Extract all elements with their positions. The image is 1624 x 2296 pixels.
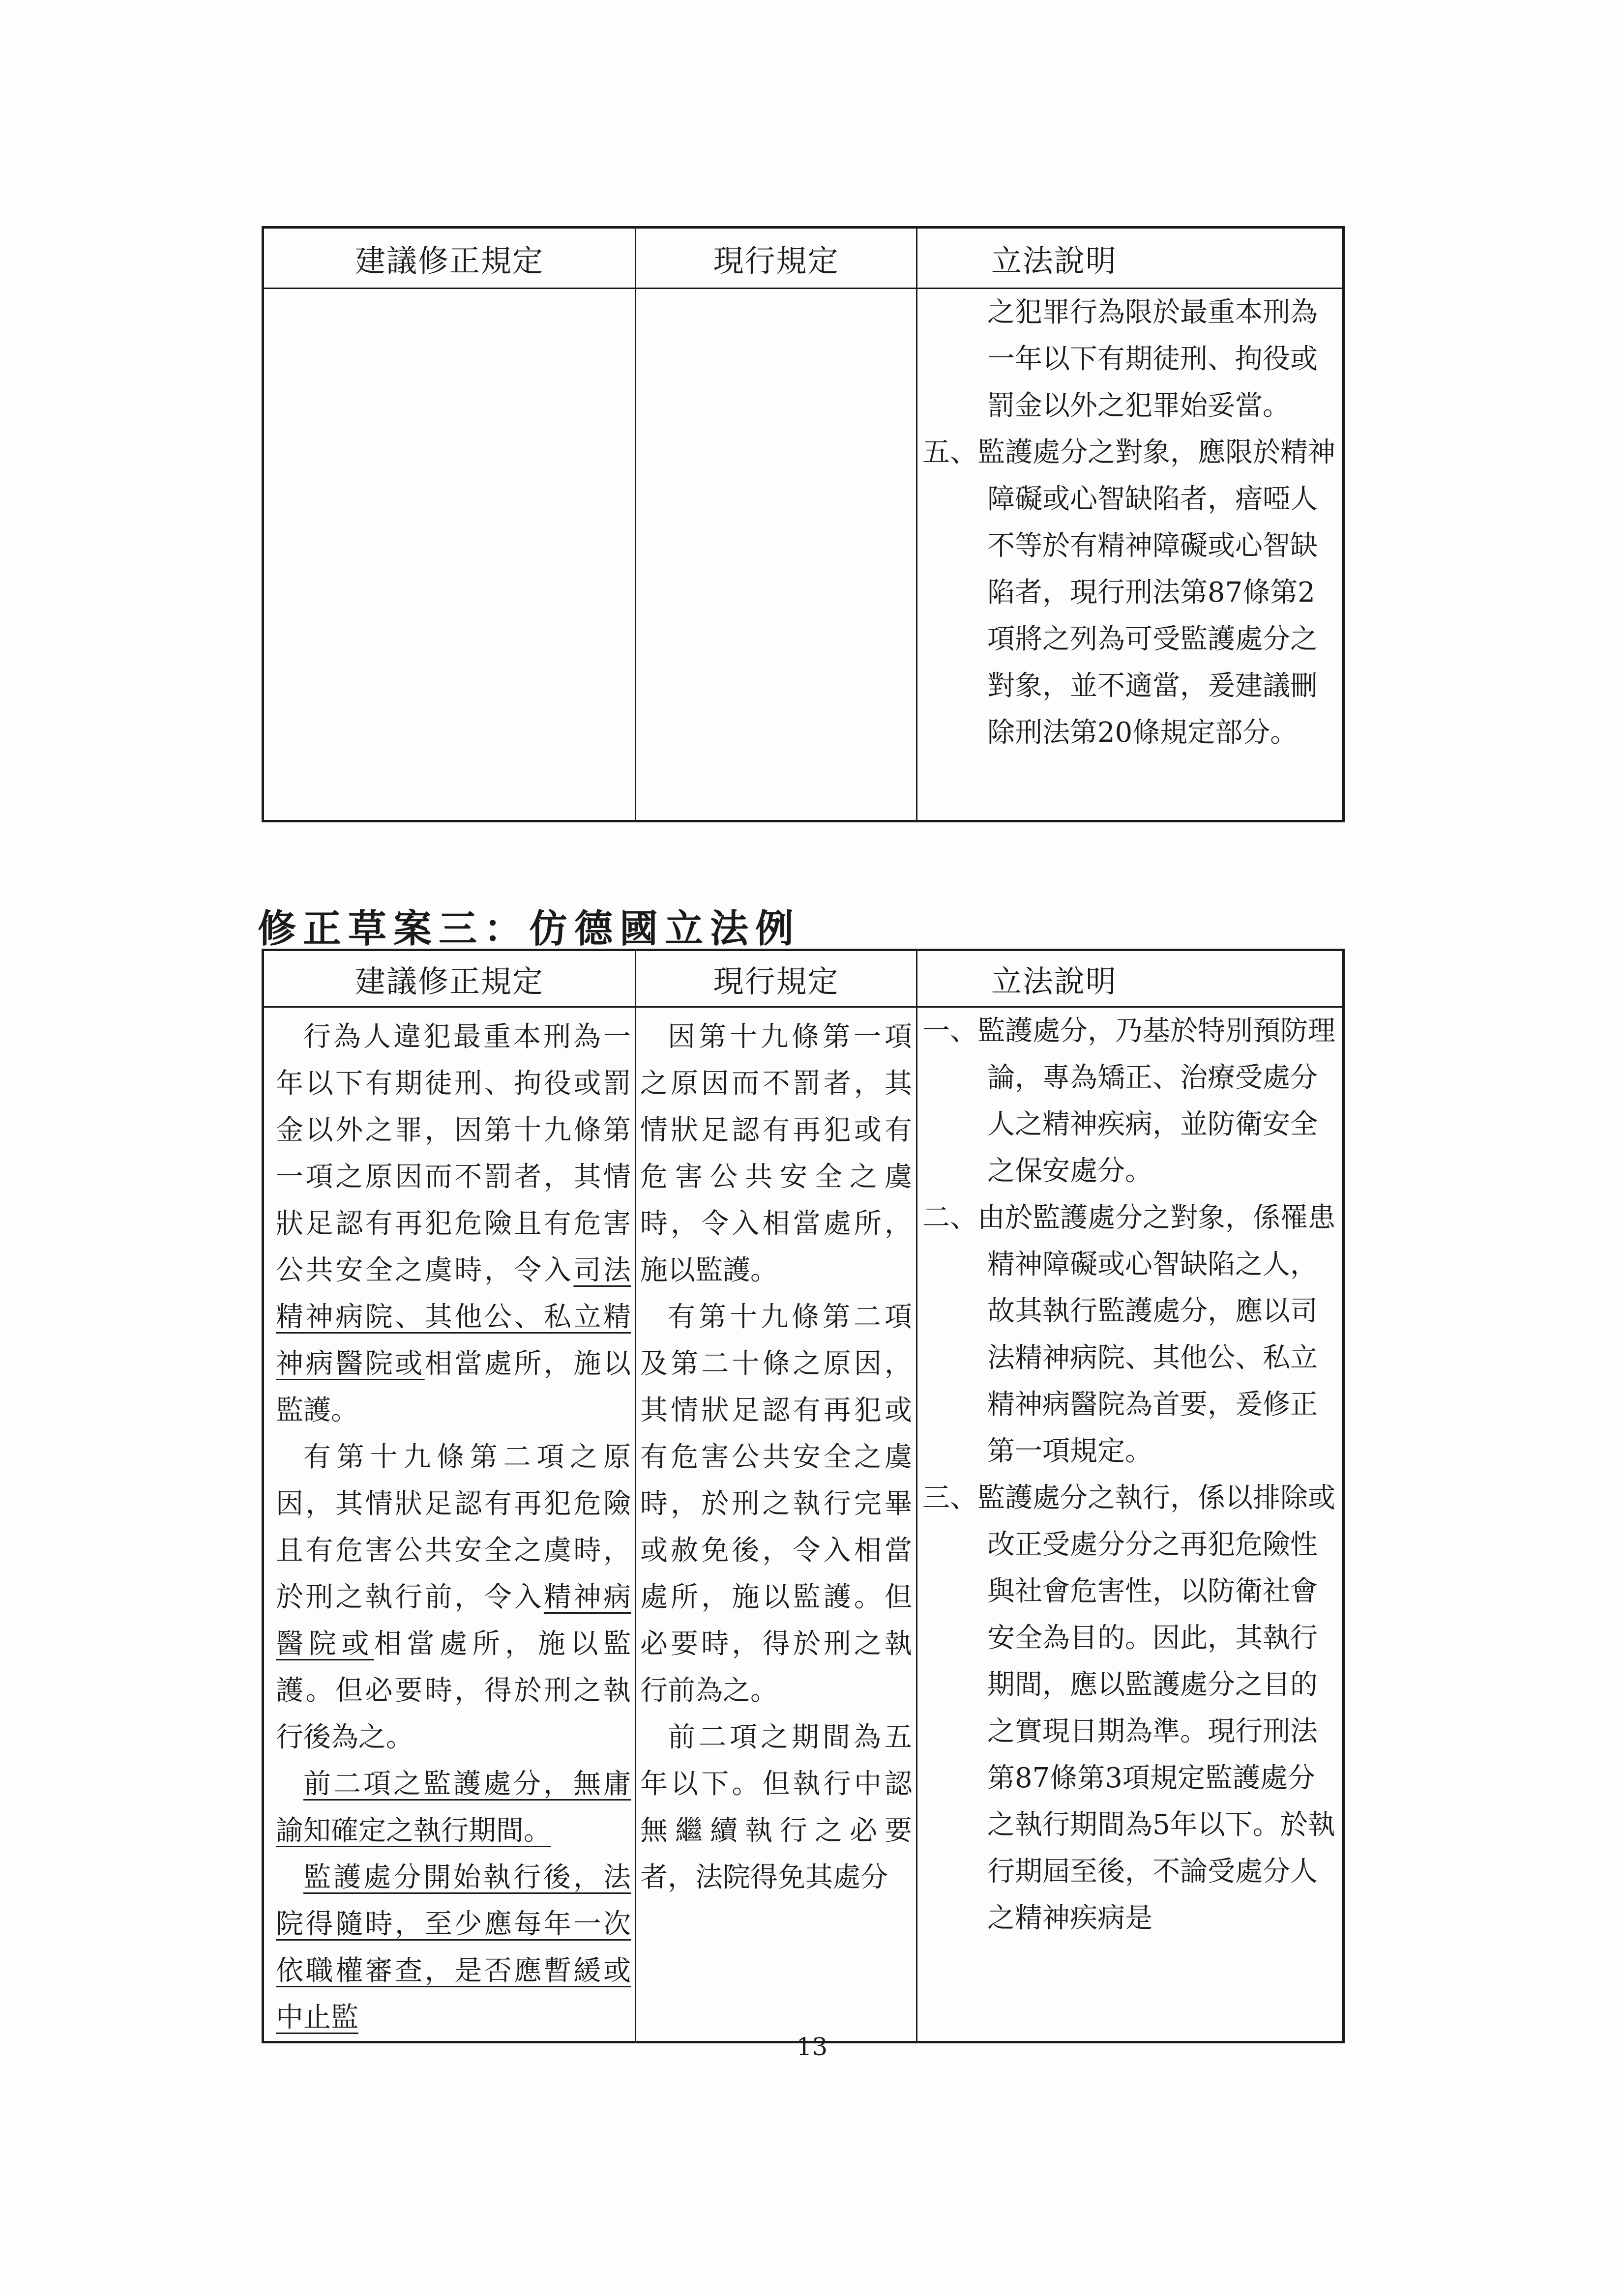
table-row	[263, 1007, 1344, 2042]
current-paragraph-1: 因第十九條第一項之原因而不罰者，其情狀足認有再犯或有危害公共安全之虞時，令入相當處所，施以監護。	[640, 1021, 912, 1286]
proposed-cell-empty	[263, 289, 636, 821]
table-header-row	[263, 950, 1344, 1007]
explanation-cell	[917, 1007, 1344, 2042]
header-explanation: 立法說明	[917, 950, 1344, 1007]
explanation-item-2	[922, 1194, 1338, 1475]
table-header-row	[263, 228, 1344, 289]
current-cell-empty	[636, 289, 917, 821]
proposed-paragraph-4	[264, 1854, 635, 2041]
proposed-paragraph-1	[264, 1014, 635, 1434]
header-proposed: 建議修正規定	[263, 950, 636, 1007]
item-text: 監護處分之對象，應限於精神障礙或心智缺陷者，瘖啞人不等於有精神障礙或心智缺陷者，現行刑法第87條第2項將之列為可受監護處分之對象，並不適當，爰建議刪除刑法第20條規定部分。	[977, 436, 1335, 749]
proposed-cell	[263, 1007, 636, 2042]
item-text: 監護處分，乃基於特別預防理論，專為矯正、治療受處分人之精神疾病，並防衛安全之保安處分。	[977, 1015, 1335, 1187]
underlined-amendment: 監護處分開始執行後，法院得隨時，至少應每年一次依職權審查，是否應暫緩或中止監	[276, 1861, 631, 2034]
item-text: 由於監護處分之對象，係罹患精神障礙或心智缺陷之人，故其執行監護處分，應以司法精神病院、其他公、私立精神病醫院為首要，爰修正第一項規定。	[977, 1202, 1335, 1467]
explanation-item-5	[922, 429, 1338, 756]
item-marker: 一、	[922, 1015, 977, 1047]
text-span: 行為人違犯最重本刑為一年以下有期徒刑、拘役或罰金以外之罪，因第十九條第一項之原因而不罰者，其情狀足認有再犯危險且有危害公共安全之虞時，令入	[276, 1021, 631, 1286]
underlined-amendment: 前二項之監護處分，無庸諭知確定之執行期間。	[276, 1768, 631, 1847]
item-marker: 二、	[922, 1202, 977, 1234]
explanation-item-3	[922, 1475, 1338, 1942]
proposed-paragraph-3	[264, 1761, 635, 1854]
text-span: 有第十九條第二項之原因，其情狀足認有再犯危險且有危害公共安全之虞時，於刑之執行前，令入	[276, 1441, 631, 1613]
page-number: 13	[796, 2033, 828, 2061]
section-heading: 修正草案三：仿德國立法例	[258, 906, 801, 951]
current-cell	[636, 1007, 917, 2042]
current-paragraph-2: 有第十九條第二項及第二十條之原因，其情狀足認有再犯或有危害公共安全之虞時，於刑之執行完畢或赦免後，令入相當處所，施以監護。但必要時，得於刑之執行前為之。	[640, 1301, 912, 1707]
underlined-amendment: 精神病醫院或	[276, 1581, 631, 1660]
table-row	[263, 289, 1344, 821]
current-paragraph-3: 前二項之期間為五年以下。但執行中認無繼續執行之必要者，法院得免其處分	[640, 1721, 912, 1893]
comparison-table-continued	[262, 226, 1345, 822]
explanation-item-1	[922, 1008, 1338, 1194]
text-span: 相當處所，施以監護。	[276, 1348, 631, 1426]
explanation-continued-text: 之犯罪行為限於最重本刑為一年以下有期徒刑、拘役或罰金以外之犯罪始妥當。	[987, 296, 1318, 422]
header-proposed: 建議修正規定	[263, 228, 636, 289]
item-marker: 三、	[922, 1482, 977, 1514]
item-marker: 五、	[922, 436, 977, 468]
text-span: 相當處所，施以監護。但必要時，得於刑之執行後為之。	[276, 1628, 631, 1753]
header-explanation: 立法說明	[917, 228, 1344, 289]
proposed-paragraph-2	[264, 1434, 635, 1761]
header-current: 現行規定	[636, 950, 917, 1007]
underlined-amendment: 司法精神病院、其他公、私立精神病醫院或	[276, 1254, 631, 1380]
item-text: 監護處分之執行，係以排除或改正受處分分之再犯危險性與社會危害性，以防衛社會安全為目的。因此，其執行期間，應以監護處分之目的之實現日期為準。現行刑法第87條第3項規定監護處分之執行期間為5年以下。於執行期屆至後，不論受處分人之精神疾病是	[977, 1482, 1335, 1934]
comparison-table-draft-3	[262, 949, 1345, 2043]
header-current: 現行規定	[636, 228, 917, 289]
explanation-cell	[917, 289, 1344, 821]
